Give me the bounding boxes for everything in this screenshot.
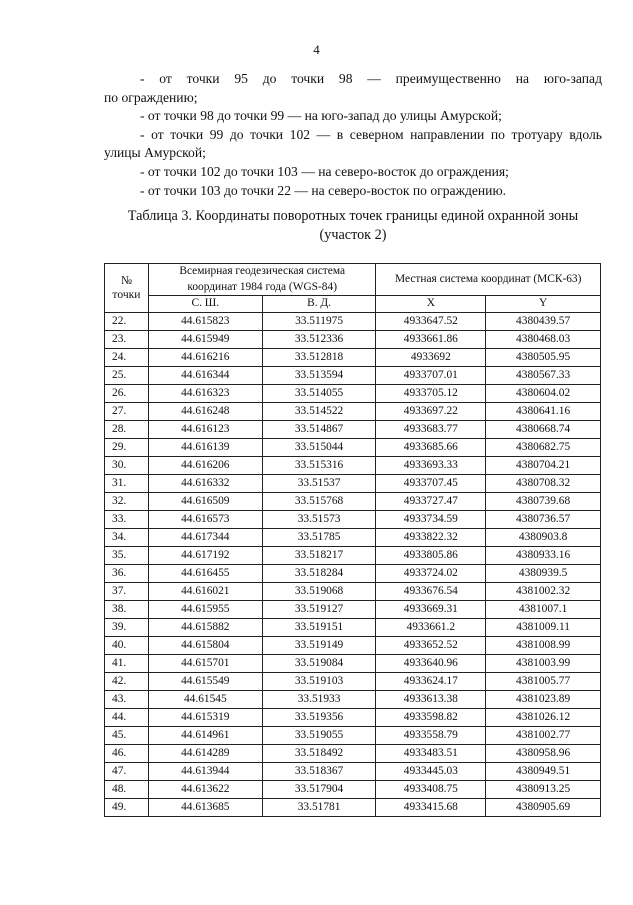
latitude-cell: 44.616139 (148, 439, 262, 457)
table-row (105, 691, 601, 709)
longitude-cell: 33.51933 (262, 691, 376, 709)
x-cell: 4933676.54 (376, 583, 486, 601)
longitude-cell: 33.513594 (262, 367, 376, 385)
y-cell: 4380739.68 (486, 493, 601, 511)
y-cell: 4381005.77 (486, 673, 601, 691)
table-row (105, 619, 601, 637)
x-cell: 4933692 (376, 349, 486, 367)
table-row (105, 421, 601, 439)
y-cell: 4381023.89 (486, 691, 601, 709)
latitude-cell: 44.616021 (148, 583, 262, 601)
point-number-cell: 35. (105, 547, 149, 565)
y-cell: 4380905.69 (486, 799, 601, 817)
longitude-cell: 33.519103 (262, 673, 376, 691)
longitude-cell: 33.519068 (262, 583, 376, 601)
latitude-cell: 44.614961 (148, 727, 262, 745)
x-cell: 4933445.03 (376, 763, 486, 781)
x-cell: 4933613.38 (376, 691, 486, 709)
header-latitude: С. Ш. (148, 296, 262, 313)
header-wgs84 (148, 264, 376, 296)
latitude-cell: 44.616455 (148, 565, 262, 583)
longitude-cell: 33.51537 (262, 475, 376, 493)
table-row (105, 457, 601, 475)
y-cell: 4380933.16 (486, 547, 601, 565)
latitude-cell: 44.617192 (148, 547, 262, 565)
y-cell: 4380949.51 (486, 763, 601, 781)
header-wgs84-line-1: Всемирная геодезическая система (179, 265, 346, 277)
x-cell: 4933734.59 (376, 511, 486, 529)
header-msk63: Местная система координат (МСК-63) (376, 264, 601, 296)
header-point-number-label: точки (112, 288, 141, 302)
x-cell: 4933558.79 (376, 727, 486, 745)
table-row (105, 637, 601, 655)
y-cell: 4381009.11 (486, 619, 601, 637)
table-row (105, 349, 601, 367)
table-row (105, 331, 601, 349)
table-row (105, 385, 601, 403)
x-cell: 4933727.47 (376, 493, 486, 511)
x-cell: 4933652.52 (376, 637, 486, 655)
paragraph-1: - от точки 95 до точки 98 — преимущественно на юго-запад (140, 71, 602, 86)
latitude-cell: 44.614289 (148, 745, 262, 763)
header-y: Y (486, 296, 601, 313)
y-cell: 4380958.96 (486, 745, 601, 763)
longitude-cell: 33.515044 (262, 439, 376, 457)
point-number-cell: 30. (105, 457, 149, 475)
y-cell: 4380939.5 (486, 565, 601, 583)
table-row (105, 439, 601, 457)
point-number-cell: 43. (105, 691, 149, 709)
table-row (105, 511, 601, 529)
table-body (105, 313, 601, 817)
x-cell: 4933724.02 (376, 565, 486, 583)
paragraph-3: - от точки 99 до точки 102 — в северном направлении по тротуару вдоль (140, 126, 602, 142)
y-cell: 4380913.25 (486, 781, 601, 799)
point-number-cell: 26. (105, 385, 149, 403)
latitude-cell: 44.616509 (148, 493, 262, 511)
longitude-cell: 33.51781 (262, 799, 376, 817)
table-title (104, 207, 602, 244)
paragraph-2: - от точки 98 до точки 99 — на юго-запад до улицы Амурской; (140, 108, 502, 124)
longitude-cell: 33.515316 (262, 457, 376, 475)
table-row (105, 583, 601, 601)
latitude-cell: 44.616123 (148, 421, 262, 439)
longitude-cell: 33.519084 (262, 655, 376, 673)
point-number-cell: 46. (105, 745, 149, 763)
y-cell: 4380668.74 (486, 421, 601, 439)
point-number-cell: 28. (105, 421, 149, 439)
header-wgs84-line-2: координат 1984 года (WGS-84) (187, 280, 337, 293)
paragraph-1-continuation: по ограждению; (104, 89, 198, 105)
longitude-cell: 33.519151 (262, 619, 376, 637)
longitude-cell: 33.518367 (262, 763, 376, 781)
y-cell: 4380567.33 (486, 367, 601, 385)
x-cell: 4933483.51 (376, 745, 486, 763)
y-cell: 4380736.57 (486, 511, 601, 529)
x-cell: 4933697.22 (376, 403, 486, 421)
point-number-cell: 31. (105, 475, 149, 493)
point-number-cell: 25. (105, 367, 149, 385)
x-cell: 4933707.45 (376, 475, 486, 493)
longitude-cell: 33.519055 (262, 727, 376, 745)
longitude-cell: 33.512336 (262, 331, 376, 349)
x-cell: 4933661.86 (376, 331, 486, 349)
table-row (105, 529, 601, 547)
latitude-cell: 44.616206 (148, 457, 262, 475)
latitude-cell: 44.613622 (148, 781, 262, 799)
point-number-cell: 29. (105, 439, 149, 457)
longitude-cell: 33.511975 (262, 313, 376, 331)
latitude-cell: 44.616323 (148, 385, 262, 403)
table-row (105, 493, 601, 511)
y-cell: 4380604.02 (486, 385, 601, 403)
longitude-cell: 33.514522 (262, 403, 376, 421)
latitude-cell: 44.615319 (148, 709, 262, 727)
longitude-cell: 33.518284 (262, 565, 376, 583)
point-number-cell: 27. (105, 403, 149, 421)
x-cell: 4933647.52 (376, 313, 486, 331)
point-number-cell: 33. (105, 511, 149, 529)
point-number-cell: 23. (105, 331, 149, 349)
x-cell: 4933415.68 (376, 799, 486, 817)
x-cell: 4933624.17 (376, 673, 486, 691)
point-number-cell: 45. (105, 727, 149, 745)
y-cell: 4381026.12 (486, 709, 601, 727)
y-cell: 4380641.16 (486, 403, 601, 421)
table-row (105, 403, 601, 421)
x-cell: 4933707.01 (376, 367, 486, 385)
x-cell: 4933705.12 (376, 385, 486, 403)
latitude-cell: 44.616344 (148, 367, 262, 385)
point-number-cell: 32. (105, 493, 149, 511)
table-row (105, 565, 601, 583)
latitude-cell: 44.615882 (148, 619, 262, 637)
boundary-description (104, 70, 602, 200)
y-cell: 4381008.99 (486, 637, 601, 655)
latitude-cell: 44.61545 (148, 691, 262, 709)
x-cell: 4933685.66 (376, 439, 486, 457)
point-number-cell: 47. (105, 763, 149, 781)
latitude-cell: 44.615823 (148, 313, 262, 331)
x-cell: 4933693.33 (376, 457, 486, 475)
point-number-cell: 34. (105, 529, 149, 547)
table-title-line-2: (участок 2) (319, 226, 387, 243)
x-cell: 4933683.77 (376, 421, 486, 439)
point-number-cell: 24. (105, 349, 149, 367)
longitude-cell: 33.518217 (262, 547, 376, 565)
table-title-line-1: Таблица 3. Координаты поворотных точек границы единой охранной зоны (127, 208, 579, 224)
point-number-cell: 48. (105, 781, 149, 799)
paragraph-5: - от точки 103 до точки 22 — на северо-восток по ограждению. (140, 182, 507, 198)
point-number-cell: 41. (105, 655, 149, 673)
x-cell: 4933640.96 (376, 655, 486, 673)
x-cell: 4933805.86 (376, 547, 486, 565)
x-cell: 4933822.32 (376, 529, 486, 547)
table-row (105, 727, 601, 745)
point-number-cell: 42. (105, 673, 149, 691)
y-cell: 4380468.03 (486, 331, 601, 349)
y-cell: 4380505.95 (486, 349, 601, 367)
point-number-cell: 49. (105, 799, 149, 817)
point-number-cell: 39. (105, 619, 149, 637)
x-cell: 4933598.82 (376, 709, 486, 727)
table-row (105, 475, 601, 493)
header-longitude: В. Д. (262, 296, 376, 313)
table-row (105, 781, 601, 799)
x-cell: 4933408.75 (376, 781, 486, 799)
table-row (105, 799, 601, 817)
y-cell: 4381002.32 (486, 583, 601, 601)
y-cell: 4380682.75 (486, 439, 601, 457)
y-cell: 4380704.21 (486, 457, 601, 475)
latitude-cell: 44.613685 (148, 799, 262, 817)
y-cell: 4380439.57 (486, 313, 601, 331)
latitude-cell: 44.616216 (148, 349, 262, 367)
y-cell: 4381002.77 (486, 727, 601, 745)
latitude-cell: 44.615549 (148, 673, 262, 691)
point-number-cell: 44. (105, 709, 149, 727)
header-x: X (376, 296, 486, 313)
latitude-cell: 44.613944 (148, 763, 262, 781)
longitude-cell: 33.519127 (262, 601, 376, 619)
point-number-cell: 36. (105, 565, 149, 583)
latitude-cell: 44.615804 (148, 637, 262, 655)
latitude-cell: 44.617344 (148, 529, 262, 547)
longitude-cell: 33.519356 (262, 709, 376, 727)
longitude-cell: 33.514055 (262, 385, 376, 403)
longitude-cell: 33.515768 (262, 493, 376, 511)
header-point-number-sign: № (120, 274, 132, 288)
table-row (105, 367, 601, 385)
longitude-cell: 33.519149 (262, 637, 376, 655)
point-number-cell: 37. (105, 583, 149, 601)
point-number-cell: 38. (105, 601, 149, 619)
paragraph-3-continuation: улицы Амурской; (104, 145, 206, 161)
latitude-cell: 44.616573 (148, 511, 262, 529)
x-cell: 4933669.31 (376, 601, 486, 619)
point-number-cell: 22. (105, 313, 149, 331)
longitude-cell: 33.51785 (262, 529, 376, 547)
paragraph-4: - от точки 102 до точки 103 — на северо-восток до ограждения; (140, 163, 509, 179)
latitude-cell: 44.615701 (148, 655, 262, 673)
table-row (105, 709, 601, 727)
table-row (105, 673, 601, 691)
y-cell: 4380708.32 (486, 475, 601, 493)
longitude-cell: 33.517904 (262, 781, 376, 799)
table-row (105, 313, 601, 331)
y-cell: 4381007.1 (486, 601, 601, 619)
header-point-number (105, 264, 149, 313)
y-cell: 4381003.99 (486, 655, 601, 673)
y-cell: 4380903.8 (486, 529, 601, 547)
longitude-cell: 33.512818 (262, 349, 376, 367)
longitude-cell: 33.514867 (262, 421, 376, 439)
latitude-cell: 44.616332 (148, 475, 262, 493)
table-row (105, 655, 601, 673)
table-row (105, 763, 601, 781)
latitude-cell: 44.616248 (148, 403, 262, 421)
coordinates-table (104, 263, 601, 817)
table-row (105, 745, 601, 763)
latitude-cell: 44.615949 (148, 331, 262, 349)
point-number-cell: 40. (105, 637, 149, 655)
x-cell: 4933661.2 (376, 619, 486, 637)
longitude-cell: 33.518492 (262, 745, 376, 763)
latitude-cell: 44.615955 (148, 601, 262, 619)
longitude-cell: 33.51573 (262, 511, 376, 529)
table-row (105, 601, 601, 619)
table-row (105, 547, 601, 565)
page-number: 4 (313, 42, 320, 57)
